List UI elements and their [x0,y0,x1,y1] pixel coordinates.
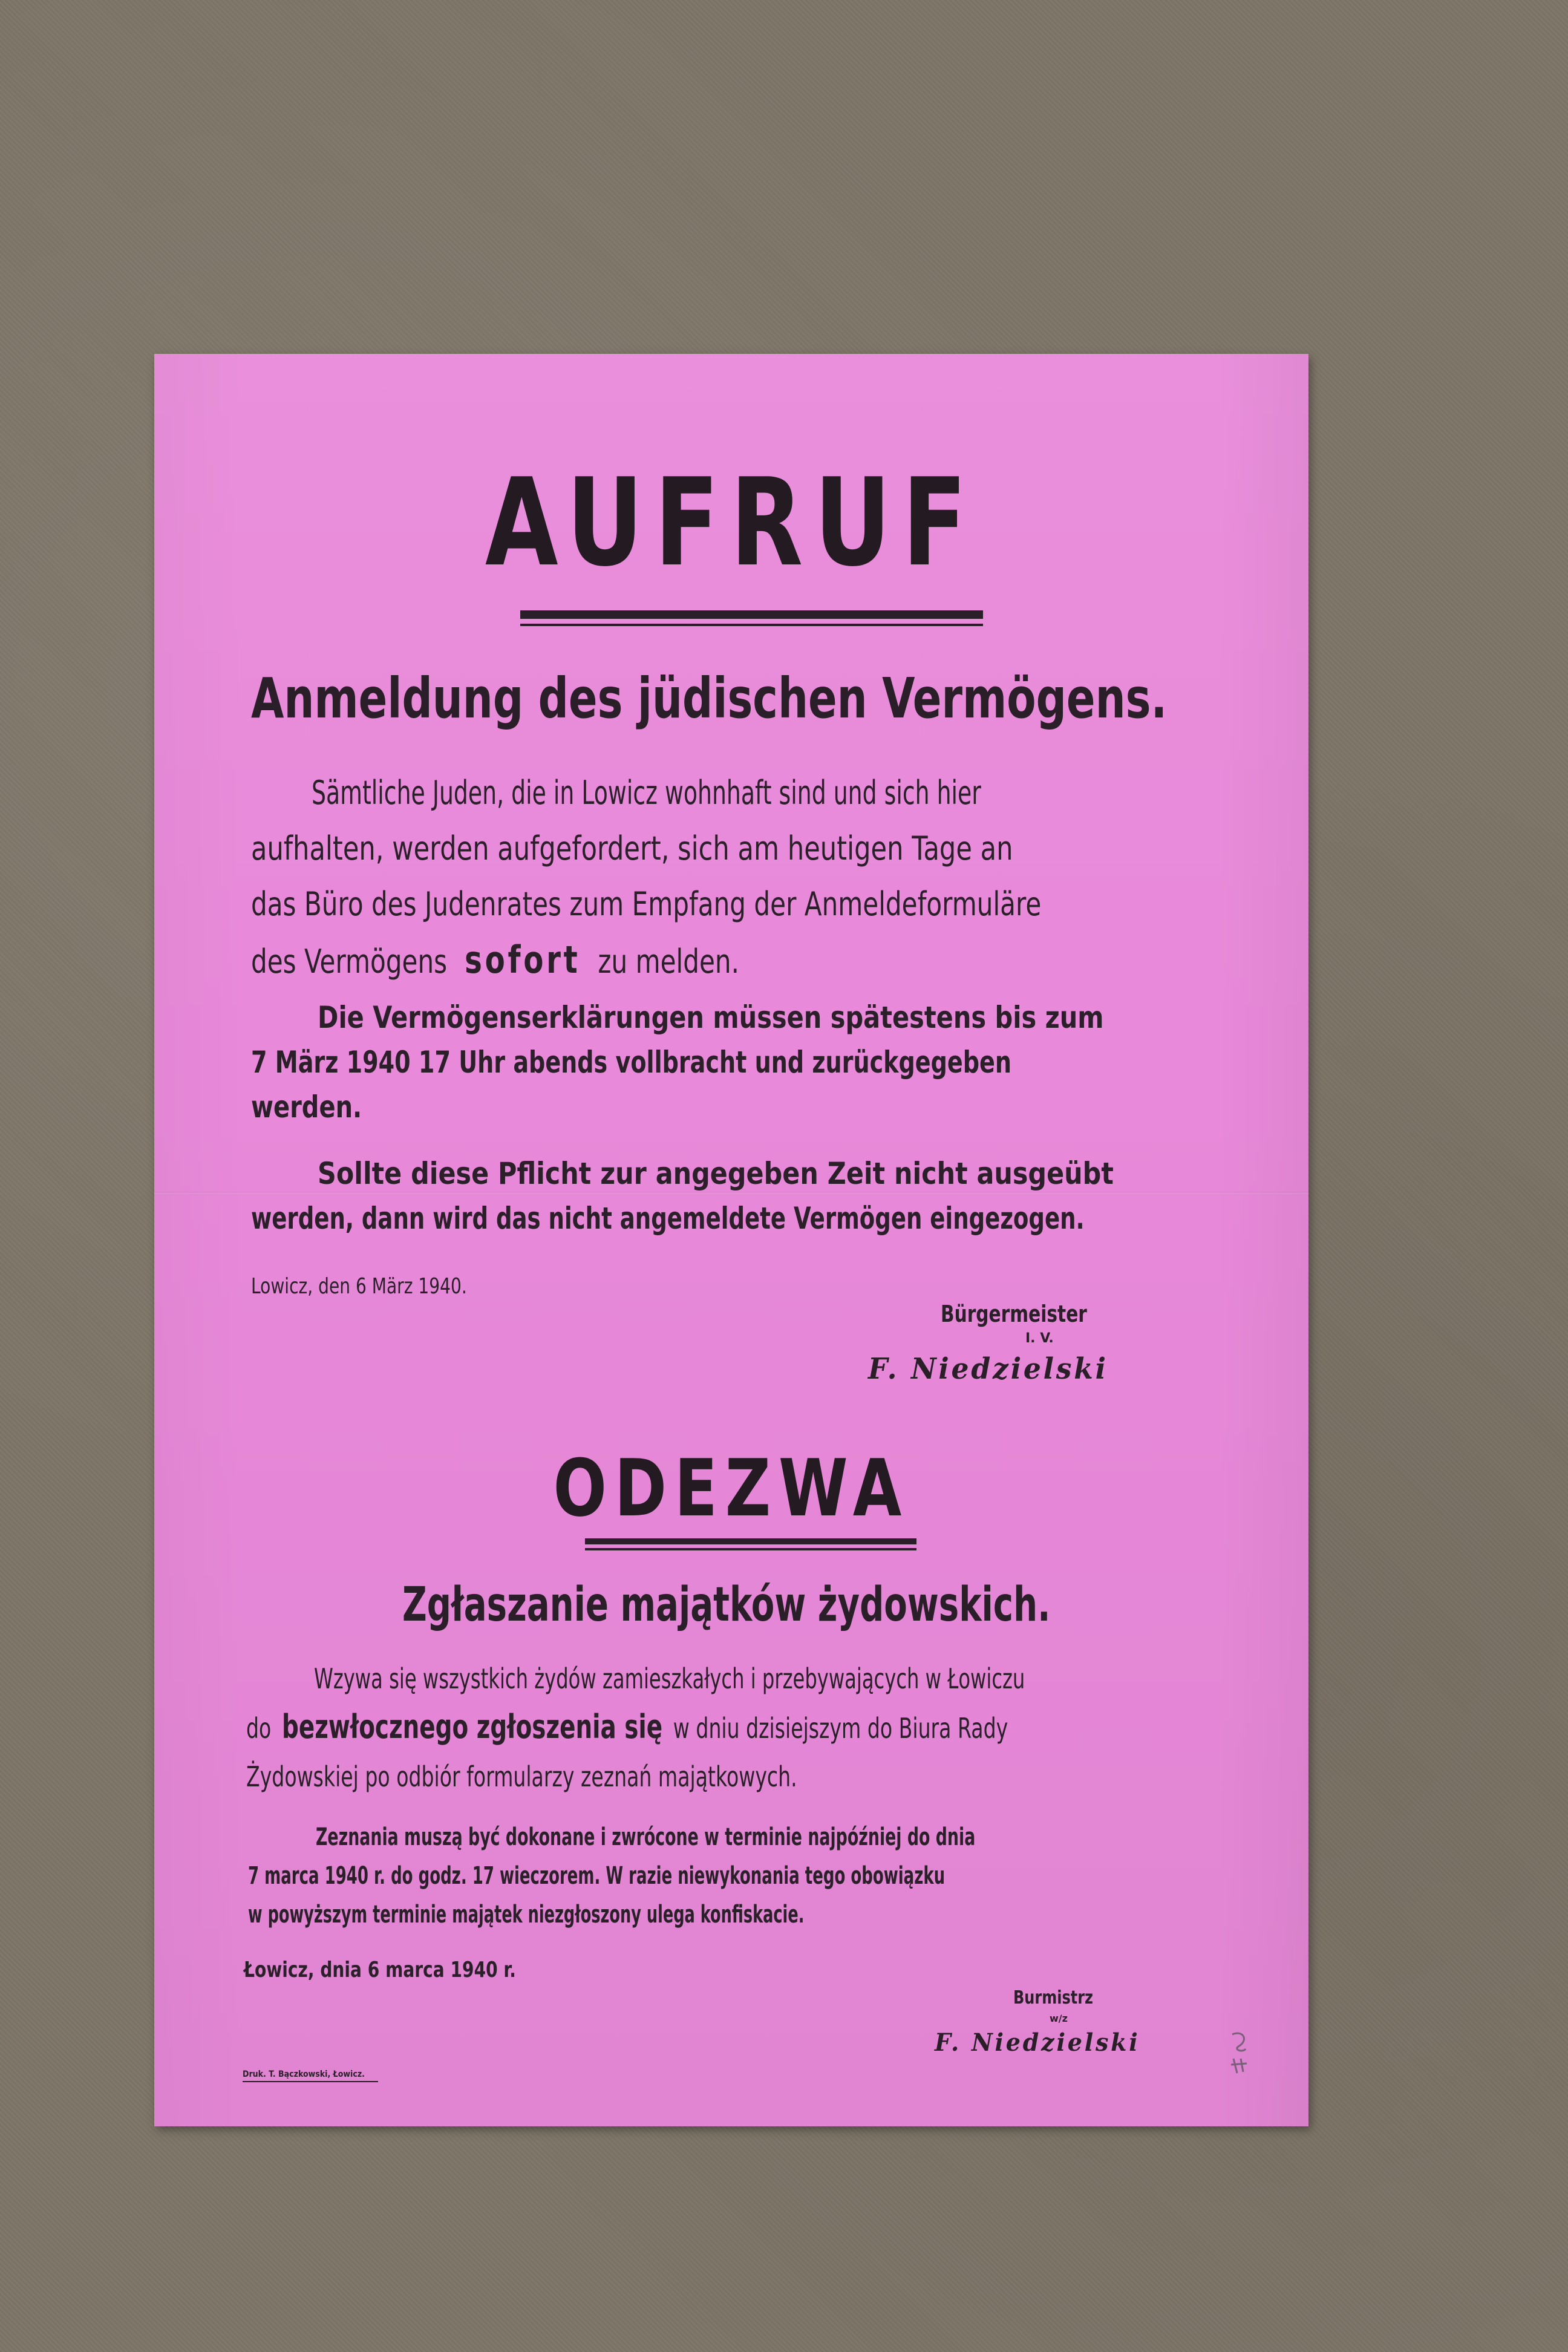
aufruf-title-underline [520,610,983,619]
aufruf-p2-line-2: 7 März 1940 17 Uhr abends vollbracht und zurückgegeben [251,1045,1011,1080]
aufruf-p1-line-3: das Büro des Judenrates zum Empfang der Anmeldeformuläre [251,885,1042,923]
poster-sheet [154,354,1308,2126]
aufruf-p3-line-1: Sollte diese Pflicht zur angegeben Zeit nicht ausgeübt [318,1156,1114,1191]
aufruf-title-underline-thin [520,624,983,626]
aufruf-signer-iv: I. V. [1025,1331,1054,1346]
aufruf-signer-title: Bürgermeister [941,1301,1087,1327]
aufruf-p1-line-4: des Vermögens sofort zu melden. [251,938,739,982]
aufruf-title: AUFRUF [485,452,978,593]
aufruf-p1-line-2: aufhalten, werden aufgefordert, sich am heutigen Tage an [251,829,1013,867]
odezwa-title-underline [585,1538,916,1544]
aufruf-p2-line-1: Die Vermögenserklärungen müssen spätestens bis zum [318,1000,1104,1035]
odezwa-signer-iv: w/z [1050,2013,1068,2024]
aufruf-p3-line-2: werden, dann wird das nicht angemeldete Vermögen eingezogen. [251,1201,1085,1236]
odezwa-p2-line-3: w powyższym terminie majątek niezgłoszony ulega konfiskacie. [248,1901,805,1929]
odezwa-paragraph-2 [248,1818,1321,1934]
odezwa-p1-line-1: Wzywa się wszystkich żydów zamieszkałych i przebywających w Łowiczu [314,1662,1025,1695]
aufruf-paragraph-3 [251,1151,1374,1241]
pencil-mark [1225,2028,1255,2077]
aufruf-paragraph-2 [251,995,1265,1129]
odezwa-place-date: Łowicz, dnia 6 marca 1940 r. [244,1958,516,1982]
odezwa-subtitle: Zgłaszanie majątków żydowskich. [402,1578,1051,1632]
pencil-scribble-icon [1225,2028,1255,2077]
odezwa-emphasis: bezwłocznego zgłoszenia się [282,1708,663,1746]
odezwa-p2-line-2: 7 marca 1940 r. do godz. 17 wieczorem. W razie niewykonania tego obowiązku [248,1862,946,1890]
odezwa-p1-line-3: Żydowskiej po odbiór formularzy zeznań majątkowych. [246,1760,797,1793]
odezwa-p1-line-2: do bezwłocznego zgłoszenia się w dniu dzisiejszym do Biura Rady [246,1708,1008,1746]
aufruf-subtitle: Anmeldung des jüdischen Vermögens. [251,666,1168,731]
aufruf-p2-line-3: werden. [251,1089,362,1125]
odezwa-signer-title: Burmistrz [1013,1987,1094,2008]
odezwa-p2-line-1: Zeznania muszą być dokonane i zwrócone w terminie najpóźniej do dnia [316,1823,976,1851]
odezwa-signer-name: F. Niedzielski [935,2028,1140,2057]
aufruf-p1-line-1: Sämtliche Juden, die in Lowicz wohnhaft sind und sich hier [312,774,981,812]
odezwa-title-underline-thin [585,1548,916,1550]
aufruf-signer-name: F. Niedzielski [868,1352,1108,1386]
aufruf-paragraph-1 [251,765,1268,990]
odezwa-paragraph-1 [246,1655,1330,1801]
odezwa-title: ODEZWA [553,1442,910,1534]
aufruf-place-date: Lowicz, den 6 März 1940. [251,1274,467,1299]
printer-imprint: Druk. T. Bączkowski, Łowicz. [243,2069,378,2082]
aufruf-emphasis-sofort: sofort [465,938,581,982]
